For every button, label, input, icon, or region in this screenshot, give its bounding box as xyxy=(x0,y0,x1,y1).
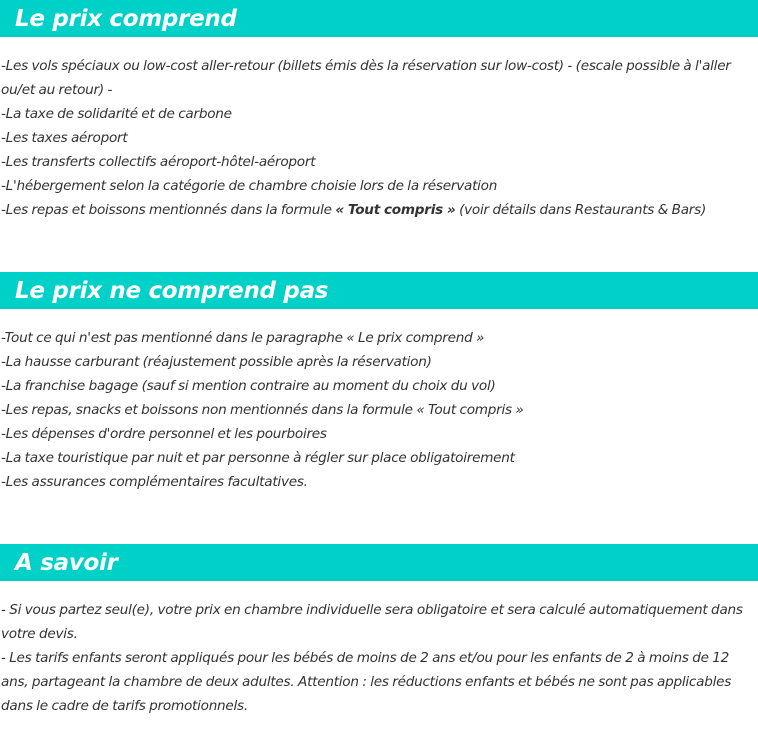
section-content xyxy=(0,37,758,222)
list-item: -La franchise bagage (sauf si mention contraire au moment du choix du vol) xyxy=(1,378,496,394)
list-item: -La taxe touristique par nuit et par personne à régler sur place obligatoirement xyxy=(1,450,515,466)
section-price-includes xyxy=(0,0,758,222)
list-item: -La hausse carburant (réajustement possible après la réservation) xyxy=(1,354,432,370)
list-item: -L'hébergement selon la catégorie de chambre choisie lors de la réservation xyxy=(1,178,498,194)
section-header xyxy=(0,272,758,309)
section-header xyxy=(0,0,758,37)
list-item: -Les vols spéciaux ou low-cost aller-retour (billets émis dès la réservation sur low-cost) - (escale possible à l'aller ou/et au retour) - xyxy=(1,58,731,98)
list-item: - Les tarifs enfants seront appliqués pour les bébés de moins de 2 ans et/ou pour les enfants de 2 à moins de 12 ans, partageant la chambre de deux adultes. Attention : les réductions enfants et bébés ne sont pas applicables dans le cadre de tarifs promotionnels. xyxy=(1,650,732,714)
section-header xyxy=(0,544,758,581)
section-title: A savoir xyxy=(15,549,118,576)
list-item: -Les transferts collectifs aéroport-hôtel-aéroport xyxy=(1,154,316,170)
list-item-text: -Les repas et boissons mentionnés dans la formule xyxy=(1,202,336,218)
list-item: -Tout ce qui n'est pas mentionné dans le paragraphe « Le prix comprend » xyxy=(1,330,485,346)
list-item: -Les repas, snacks et boissons non mentionnés dans la formule « Tout compris » xyxy=(1,402,524,418)
section-good-to-know xyxy=(0,544,758,718)
list-item: -Les dépenses d'ordre personnel et les pourboires xyxy=(1,426,327,442)
list-item: - Si vous partez seul(e), votre prix en chambre individuelle sera obligatoire et sera calculé automatiquement dans votre devis. xyxy=(1,602,743,642)
section-content xyxy=(0,309,758,494)
section-title: Le prix comprend xyxy=(15,5,237,32)
section-price-excludes xyxy=(0,272,758,494)
list-item: -La taxe de solidarité et de carbone xyxy=(1,106,232,122)
all-inclusive-label: « Tout compris » xyxy=(335,202,456,218)
list-item xyxy=(1,198,758,222)
section-title: Le prix ne comprend pas xyxy=(15,277,329,304)
list-item: -Les taxes aéroport xyxy=(1,130,128,146)
section-content xyxy=(0,581,758,718)
list-item-text: (voir détails dans Restaurants & Bars) xyxy=(455,202,707,218)
list-item: -Les assurances complémentaires facultatives. xyxy=(1,474,308,490)
